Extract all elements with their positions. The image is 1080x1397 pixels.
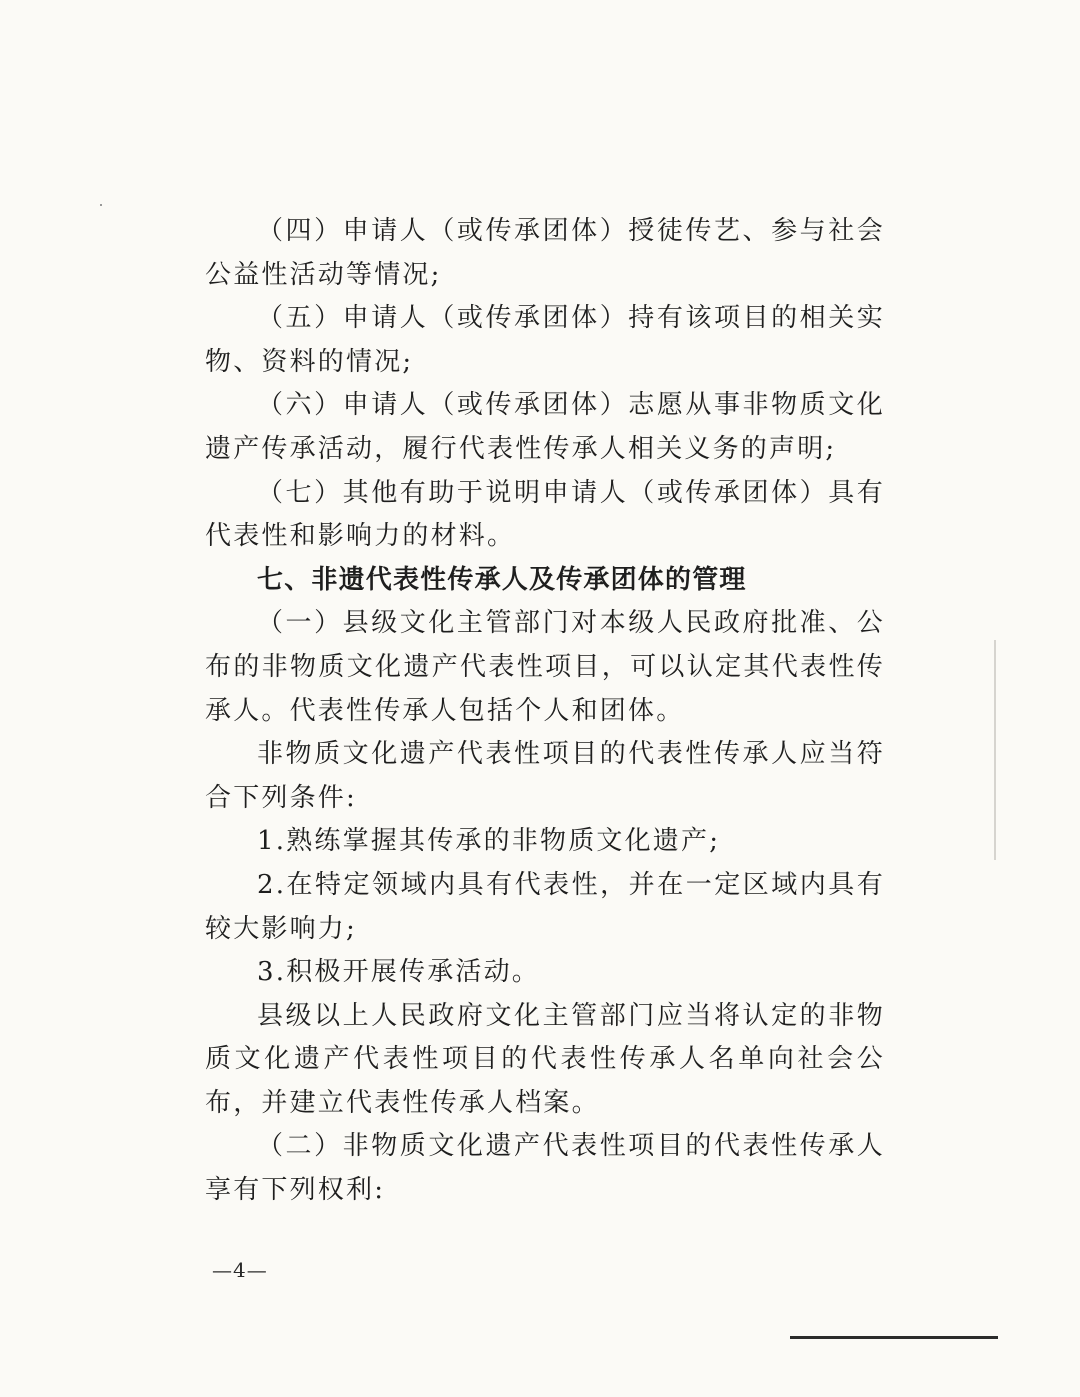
condition-one: 1.熟练掌握其传承的非物质文化遗产; <box>257 826 721 857</box>
condition-two: 2.在特定领域内具有代表性，并在一定区域内具有较大影响力; <box>205 869 885 944</box>
section-heading: 七、非遗代表性传承人及传承团体的管理 <box>257 564 747 595</box>
page-number: —4— <box>212 1258 268 1282</box>
management-item-two: （二）非物质文化遗产代表性项目的代表性传承人享有下列权利: <box>205 1131 885 1206</box>
publication-paragraph: 县级以上人民政府文化主管部门应当将认定的非物质文化遗产代表性项目的代表性传承人名单向社会公布，并建立代表性传承人档案。 <box>205 1000 885 1118</box>
condition-three: 3.积极开展传承活动。 <box>257 957 541 988</box>
management-item-one: （一）县级文化主管部门对本级人民政府批准、公布的非物质文化遗产代表性项目，可以认定其代表性传承人。代表性传承人包括个人和团体。 <box>205 608 885 726</box>
item-six: （六）申请人（或传承团体）志愿从事非物质文化遗产传承活动，履行代表性传承人相关义务的声明; <box>205 390 885 464</box>
item-five: （五）申请人（或传承团体）持有该项目的相关实物、资料的情况; <box>205 303 885 377</box>
scan-edge-line <box>994 640 996 860</box>
conditions-intro: 非物质文化遗产代表性项目的代表性传承人应当符合下列条件: <box>205 739 885 813</box>
scan-bottom-line <box>790 1336 998 1339</box>
item-four: （四）申请人（或传承团体）授徒传艺、参与社会公益性活动等情况; <box>205 216 885 290</box>
scan-speck <box>100 204 102 206</box>
document-body <box>205 210 885 1213</box>
item-seven: （七）其他有助于说明申请人（或传承团体）具有代表性和影响力的材料。 <box>205 477 885 552</box>
